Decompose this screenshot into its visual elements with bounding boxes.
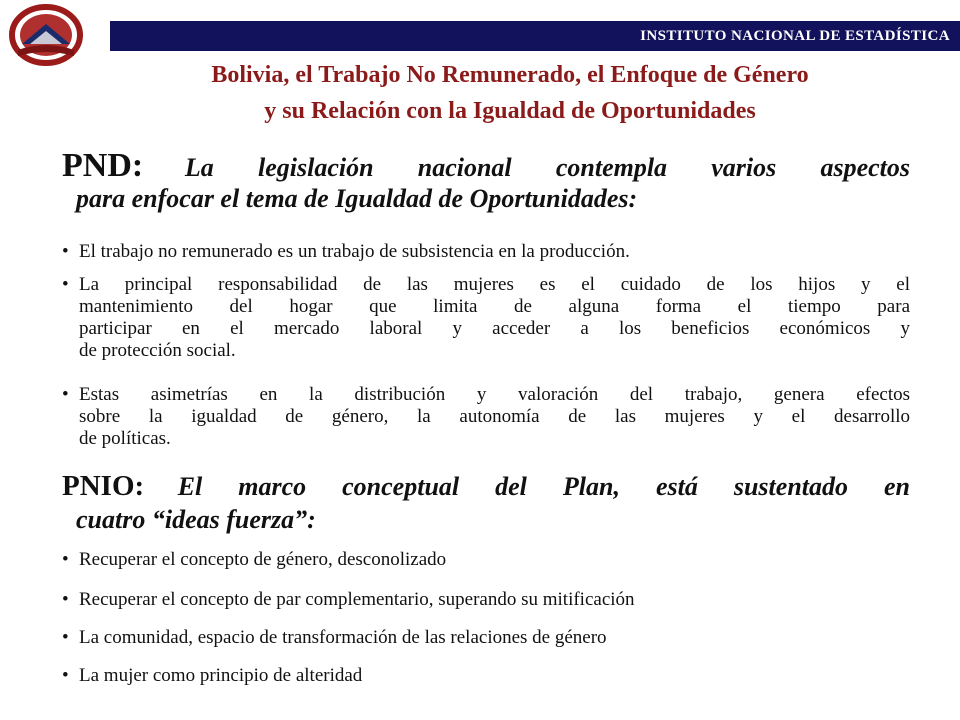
bullet-marker: • bbox=[62, 241, 69, 262]
pnd-description-1: La legislación nacional contempla varios aspectos bbox=[184, 153, 911, 182]
bullet-text: de políticas. bbox=[79, 428, 171, 449]
bullet-text: Estas asimetrías en la distribución y valoración del trabajo, genera efectos bbox=[79, 384, 910, 405]
ine-logo bbox=[8, 4, 84, 66]
pnio-heading-line-1 bbox=[62, 471, 910, 506]
bullet-text: de protección social. bbox=[79, 340, 236, 361]
pnio-description-2: cuatro “ideas fuerza”: bbox=[76, 505, 316, 534]
bullet-text: Recuperar el concepto de par complementario, superando su mitificación bbox=[79, 589, 635, 610]
pnio-label: PNIO: bbox=[62, 470, 145, 502]
institute-banner bbox=[110, 21, 960, 51]
pnd-heading-line-1 bbox=[62, 147, 911, 187]
pnd-description-2: para enfocar el tema de Igualdad de Oportunidades: bbox=[76, 184, 638, 213]
institute-name: INSTITUTO NACIONAL DE ESTADÍSTICA bbox=[640, 28, 950, 44]
bullet-marker: • bbox=[62, 589, 69, 610]
bullet-text: La mujer como principio de alteridad bbox=[79, 665, 363, 686]
bullet-marker: • bbox=[62, 384, 69, 405]
bullet-text: La principal responsabilidad de las mujeres es el cuidado de los hijos y el bbox=[79, 274, 910, 295]
pnd-heading bbox=[62, 147, 911, 213]
bullet-text: mantenimiento del hogar que limita de alguna forma el tiempo para bbox=[79, 296, 910, 317]
bullet-marker: • bbox=[62, 549, 69, 570]
page-title-line-2: y su Relación con la Igualdad de Oportunidades bbox=[264, 98, 756, 124]
bullet-text: sobre la igualdad de género, la autonomía de las mujeres y el desarrollo bbox=[79, 406, 910, 427]
bullet-text: El trabajo no remunerado es un trabajo de subsistencia en la producción. bbox=[79, 241, 630, 262]
bullet-marker: • bbox=[62, 627, 69, 648]
pnd-label: PND: bbox=[62, 147, 144, 184]
pnio-heading bbox=[62, 470, 911, 534]
pnio-description-1: El marco conceptual del Plan, está sustentado en bbox=[177, 472, 911, 501]
bullet-marker: • bbox=[62, 665, 69, 686]
bullet-text: participar en el mercado laboral y acceder a los beneficios económicos y bbox=[79, 318, 910, 339]
bullet-marker: • bbox=[62, 274, 69, 295]
page-title-line-1: Bolivia, el Trabajo No Remunerado, el Enfoque de Género bbox=[211, 62, 809, 88]
bullet-text: Recuperar el concepto de género, desconolizado bbox=[79, 549, 447, 570]
bullet-text: La comunidad, espacio de transformación de las relaciones de género bbox=[79, 627, 607, 648]
